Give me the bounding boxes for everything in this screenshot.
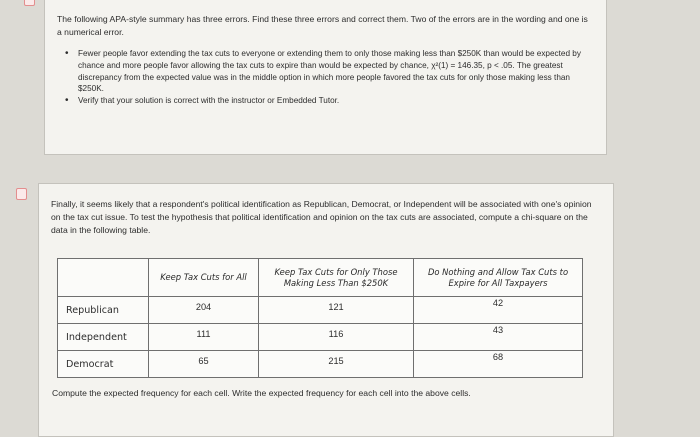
table-cell[interactable]: 116 (259, 324, 414, 351)
frequency-table (57, 258, 583, 378)
row-label-democrat: Democrat (58, 351, 149, 378)
table-cell[interactable]: 215 (259, 351, 414, 378)
column-header-keep-all: Keep Tax Cuts for All (149, 259, 259, 297)
table-cell[interactable]: 68 (414, 351, 583, 378)
apa-instructions: The following APA-style summary has three errors. Find these three errors and correct them. Two of the errors are in the wording and one is a numerical error. (57, 14, 588, 37)
row-label-independent: Independent (58, 324, 149, 351)
table-row (58, 351, 583, 378)
table-cell[interactable]: 204 (149, 297, 259, 324)
apa-bullet-list (65, 48, 594, 107)
column-header-expire-all: Do Nothing and Allow Tax Cuts to Expire for All Taxpayers (414, 259, 583, 297)
table-cell[interactable]: 65 (149, 351, 259, 378)
row-label-republican: Republican (58, 297, 149, 324)
chi-square-instructions: Finally, it seems likely that a respondent's political identification as Republican, Democrat, or Independent will be associated with one's opinion on the tax cut issue. To test the hypothesis that political identification and opinion on the tax cuts are associated, compute a chi-square on the data in the following table. (51, 199, 592, 235)
table-row (58, 324, 583, 351)
verify-bullet: • Verify that your solution is correct with the instructor or Embedded Tutor. (65, 95, 594, 107)
table-header-corner (58, 259, 149, 297)
question-card-apa-summary (44, 0, 607, 155)
expected-frequency-instructions: Compute the expected frequency for each cell. Write the expected frequency for each cell into the above cells. (52, 388, 471, 398)
table-cell[interactable]: 42 (414, 297, 583, 324)
table-row (58, 297, 583, 324)
table-header-row (58, 259, 583, 297)
flag-marker-icon (24, 0, 35, 6)
flag-marker-icon (16, 188, 27, 200)
table-cell[interactable]: 121 (259, 297, 414, 324)
table-cell[interactable]: 111 (149, 324, 259, 351)
table-cell[interactable]: 43 (414, 324, 583, 351)
apa-summary-bullet: • Fewer people favor extending the tax cuts to everyone or extending them to only those making less than $250K than would be expected by chance and more people favor allowing the tax cuts to expire than would be expected by chance, χ²(1) = 146.35, p < .05. The greatest discrepancy from the expected value was in the middle option in which more people favored the tax cuts for only those making less than $250K. (65, 48, 594, 95)
column-header-keep-under-250k: Keep Tax Cuts for Only Those Making Less Than $250K (259, 259, 414, 297)
